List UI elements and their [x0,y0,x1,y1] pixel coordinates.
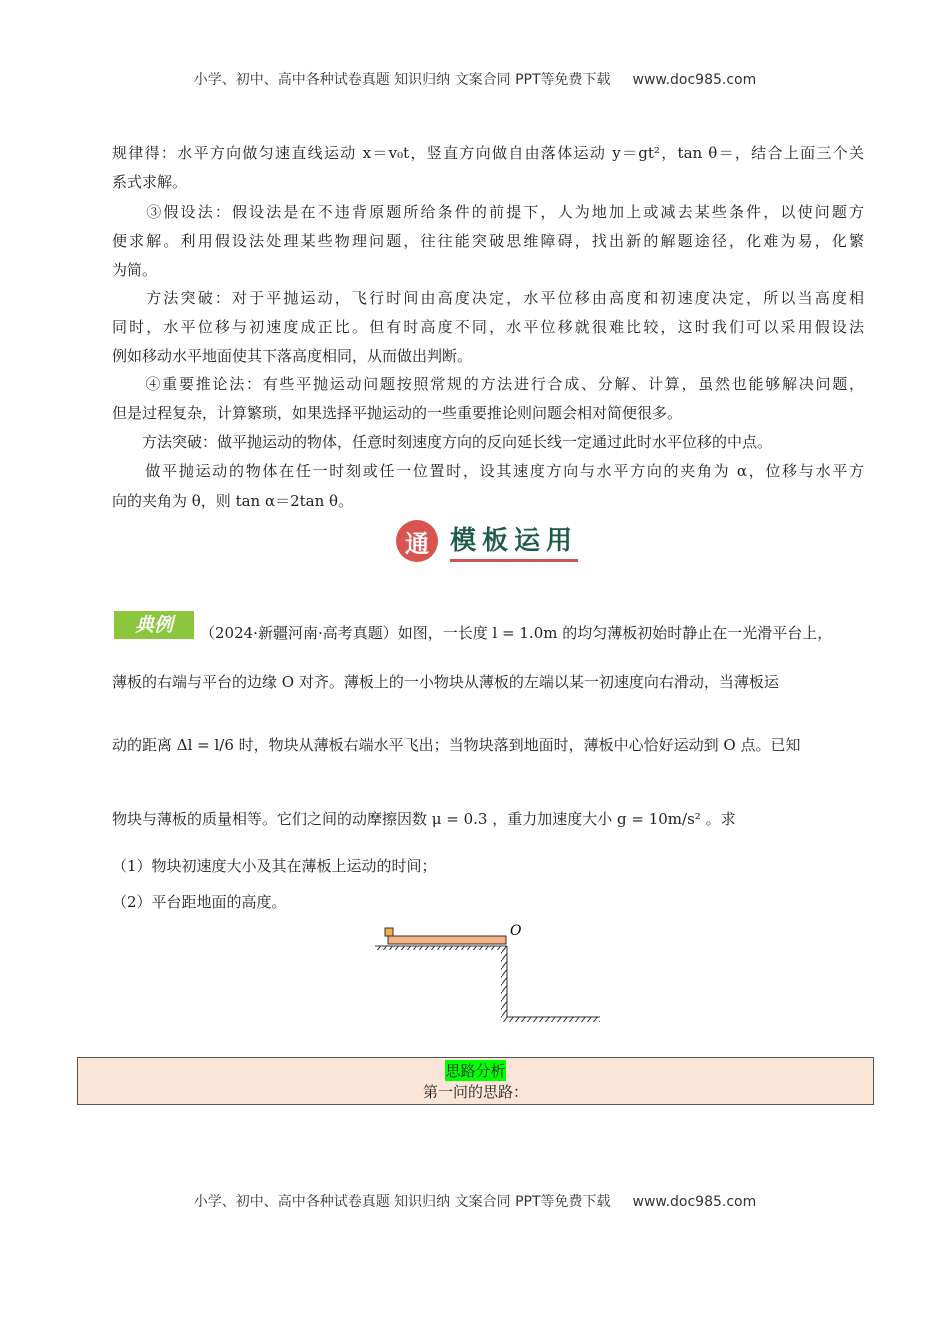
point-o-label: O [510,923,522,939]
footer-text: 小学、初中、高中各种试卷真题 知识归纳 文案合同 PPT等免费下载 [193,1194,611,1210]
template-banner [396,520,578,562]
page-footer [0,1191,950,1211]
page-header [0,69,950,89]
example-line: （2024·新疆河南·高考真题）如图，一长度 l = 1.0m 的均匀薄板初始时静止在一光滑平台上， [200,624,833,642]
body-line: 向的夹角为 θ，则 tan α＝2tan θ。 [112,492,354,510]
body-line: 规律得：水平方向做匀速直线运动 x＝v₀t，竖直方向做自由落体运动 y＝gt²，tan θ＝，结合上面三个关 [112,144,864,162]
body-line: 做平抛运动的物体在任一时刻或任一位置时，设其速度方向与水平方向的夹角为 α，位移与水平方 [112,462,864,480]
platform-figure [370,920,610,1025]
body-line: 方法突破：对于平抛运动，飞行时间由高度决定，水平位移由高度和初速度决定，所以当高度相 [112,289,864,307]
example-tag: 典例 [114,611,194,639]
body-line: 方法突破：做平抛运动的物体，任意时刻速度方向的反向延长线一定通过此时水平位移的中点。 [112,433,773,451]
example-line: 物块与薄板的质量相等。它们之间的动摩擦因数 μ = 0.3 ，重力加速度大小 g = 10m/s² 。求 [112,810,736,828]
footer-url[interactable]: www.doc985.com [632,1194,757,1210]
analysis-box [77,1057,874,1105]
body-line: 例如移动水平地面使其下落高度相同，从而做出判断。 [112,347,473,365]
body-line: ④重要推论法：有些平抛运动问题按照常规的方法进行合成、分解、计算，虽然也能够解决问题， [112,375,864,393]
wall-hatch [501,948,507,1018]
banner-title: 模板运用 [450,520,578,562]
body-line: 便求解。利用假设法处理某些物理问题，往往能突破思维障碍，找出新的解题途径，化难为易，化繁 [112,232,864,250]
example-line: 动的距离 Δl = l/6 时，物块从薄板右端水平飞出；当物块落到地面时，薄板中心恰好运动到 O 点。已知 [112,736,801,754]
thin-board [388,936,506,944]
ground-hatch [503,1017,600,1022]
analysis-text: 第一问的思路： [422,1083,528,1101]
seal-icon: 通 [396,520,438,562]
header-url[interactable]: www.doc985.com [632,72,757,88]
body-line: 但是过程复杂，计算繁琐，如果选择平抛运动的一些重要推论则问题会相对简便很多。 [112,404,683,422]
platform-hatch [375,946,507,950]
analysis-title: 思路分析 [445,1062,506,1080]
example-line: 薄板的右端与平台的边缘 O 对齐。薄板上的一小物块从薄板的左端以某一初速度向右滑动，当薄板运 [112,673,779,691]
header-text: 小学、初中、高中各种试卷真题 知识归纳 文案合同 PPT等免费下载 [193,72,611,88]
body-line: 系式求解。 [112,173,188,191]
body-line: 同时，水平位移与初速度成正比。但有时高度不同，水平位移就很难比较，这时我们可以采用假设法 [112,318,864,336]
body-line: ③假设法：假设法是在不违背原题所给条件的前提下，人为地加上或减去某些条件，以使问题方 [112,203,864,221]
body-line: 为简。 [112,261,158,279]
question-2: （2）平台距地面的高度。 [112,893,287,911]
question-1: （1）物块初速度大小及其在薄板上运动的时间； [112,857,437,875]
small-block [385,928,393,936]
